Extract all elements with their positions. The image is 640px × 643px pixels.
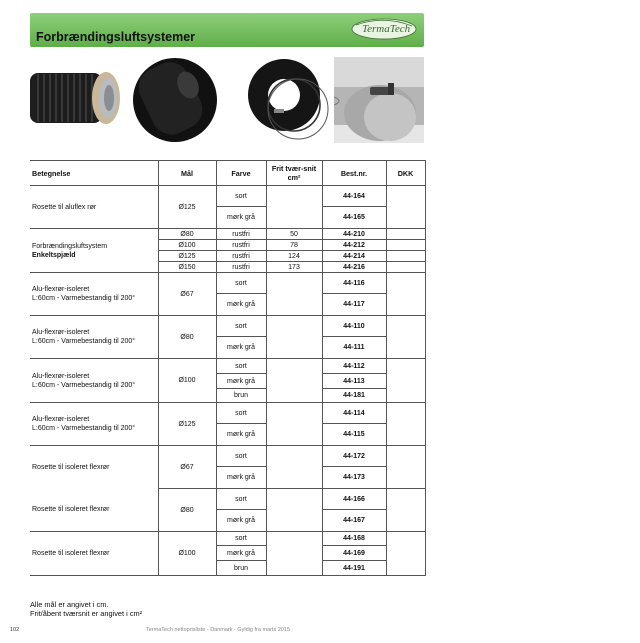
color-cell: sort: [216, 489, 266, 510]
footnote: [30, 600, 142, 618]
color-cell: rustfri: [216, 251, 266, 262]
area-cell: [266, 359, 322, 403]
rosette-black-image: [130, 57, 220, 143]
product-name: Alu-flexrør-isoleret: [32, 372, 90, 380]
rosette-ring-clamp-image: [244, 57, 330, 143]
size-cell: Ø80: [158, 229, 216, 240]
order-number: 44-166: [322, 489, 386, 510]
order-number: 44-164: [322, 186, 386, 207]
order-number: 44-173: [322, 467, 386, 489]
area-cell: [266, 532, 322, 576]
order-number: 44-111: [322, 337, 386, 359]
color-cell: brun: [216, 389, 266, 403]
order-number: 44-168: [322, 532, 386, 546]
price-cell: [386, 403, 425, 446]
order-number: 44-172: [322, 446, 386, 467]
color-cell: rustfri: [216, 262, 266, 273]
color-cell: sort: [216, 316, 266, 337]
order-number: 44-110: [322, 316, 386, 337]
header-price: DKK: [386, 161, 425, 186]
table-row: [30, 403, 425, 424]
area-cell: [266, 316, 322, 359]
table-row: [30, 532, 425, 546]
area-cell: [266, 489, 322, 532]
order-number: 44-165: [322, 207, 386, 229]
section-header: [30, 13, 424, 47]
color-cell: rustfri: [216, 229, 266, 240]
color-cell: sort: [216, 359, 266, 374]
order-number: 44-117: [322, 294, 386, 316]
page-footer: TermaTech nettoprisliste - Danmark - Gyldig fra marts 2015: [146, 627, 290, 633]
order-number: 44-116: [322, 273, 386, 294]
price-cell: [386, 316, 425, 359]
size-cell: Ø150: [158, 262, 216, 273]
product-subname: Enkeltspjæld: [32, 251, 76, 259]
size-cell: Ø125: [158, 186, 216, 229]
termatech-logo: TermaTech: [350, 17, 418, 41]
table-row: [30, 446, 425, 467]
table-row: [30, 186, 425, 207]
table-row: [30, 229, 425, 240]
area-cell: [266, 186, 322, 229]
table-row: [30, 273, 425, 294]
area-cell: 78: [266, 240, 322, 251]
size-cell: Ø80: [158, 316, 216, 359]
area-cell: 173: [266, 262, 322, 273]
product-spec: L:60cm - Varmebestandig til 200°: [32, 338, 136, 345]
color-cell: rustfri: [216, 240, 266, 251]
order-number: 44-167: [322, 510, 386, 532]
order-number: 44-181: [322, 389, 386, 403]
price-cell: [386, 186, 425, 229]
header-color: Farve: [216, 161, 266, 186]
section-title: Forbrændingsluftsystemer: [36, 30, 196, 44]
header-size: Mål: [158, 161, 216, 186]
product-name: Alu-flexrør-isoleret: [32, 416, 90, 423]
order-number: 44-113: [322, 374, 386, 389]
order-number: 44-115: [322, 424, 386, 446]
product-photos: [0, 57, 640, 147]
product-spec: L:60cm - Varmebestandig til 200°: [32, 425, 136, 432]
product-spec: L:60cm - Varmebestandig til 200°: [32, 381, 136, 389]
price-cell: [386, 446, 425, 489]
price-cell: [386, 240, 425, 251]
table-header: [30, 161, 425, 186]
area-cell: 124: [266, 251, 322, 262]
color-cell: mørk grå: [216, 424, 266, 446]
color-cell: sort: [216, 186, 266, 207]
table-row: [30, 316, 425, 337]
price-cell: [386, 251, 425, 262]
product-name: Rosette til isoleret flexrør: [32, 463, 110, 471]
order-number: 44-214: [322, 251, 386, 262]
size-cell: Ø125: [158, 403, 216, 446]
page-number: 102: [10, 627, 20, 633]
price-cell: [386, 489, 425, 532]
price-cell: [386, 229, 425, 240]
color-cell: mørk grå: [216, 510, 266, 532]
order-number: 44-112: [322, 359, 386, 374]
color-cell: mørk grå: [216, 207, 266, 229]
size-cell: Ø80: [158, 489, 216, 532]
footnote-line: Alle mål er angivet i cm.: [30, 600, 109, 609]
order-number: 44-212: [322, 240, 386, 251]
order-number: 44-191: [322, 561, 386, 576]
header-nr: Best.nr.: [322, 161, 386, 186]
area-cell: [266, 273, 322, 316]
price-cell: [386, 273, 425, 316]
order-number: 44-216: [322, 262, 386, 273]
area-cell: [266, 403, 322, 446]
size-cell: Ø67: [158, 273, 216, 316]
aluflex-hose-image: [30, 57, 122, 143]
header-area: Frit tvær-snit cm²: [266, 161, 322, 186]
product-name: Rosette til isoleret flexrør: [32, 550, 110, 557]
size-cell: Ø100: [158, 532, 216, 576]
size-cell: Ø100: [158, 359, 216, 403]
color-cell: brun: [216, 561, 266, 576]
price-cell: [386, 532, 425, 576]
size-cell: Ø100: [158, 240, 216, 251]
color-cell: mørk grå: [216, 337, 266, 359]
order-number: 44-114: [322, 403, 386, 424]
product-spec: L:60cm - Varmebestandig til 200°: [32, 295, 136, 302]
table-row: [30, 359, 425, 374]
area-cell: 50: [266, 229, 322, 240]
table-row: [30, 489, 425, 510]
size-cell: Ø67: [158, 446, 216, 489]
color-cell: sort: [216, 446, 266, 467]
color-cell: mørk grå: [216, 546, 266, 561]
product-name: Rosette til aluflex rør: [32, 203, 97, 211]
area-cell: [266, 446, 322, 489]
order-number: 44-169: [322, 546, 386, 561]
product-name: Alu-flexrør-isoleret: [32, 286, 90, 293]
color-cell: mørk grå: [216, 467, 266, 489]
order-number: 44-210: [322, 229, 386, 240]
product-name: Rosette til isoleret flexrør: [32, 506, 110, 514]
footnote-line: Frit/åbent tværsnit er angivet i cm²: [30, 609, 143, 618]
color-cell: sort: [216, 273, 266, 294]
color-cell: mørk grå: [216, 374, 266, 389]
color-cell: sort: [216, 403, 266, 424]
product-name: Alu-flexrør-isoleret: [32, 329, 90, 336]
color-cell: mørk grå: [216, 294, 266, 316]
header-name: Betegnelse: [30, 161, 158, 186]
price-cell: [386, 262, 425, 273]
price-cell: [386, 359, 425, 403]
product-name: Forbrændingsluftsystem: [32, 242, 108, 250]
size-cell: Ø125: [158, 251, 216, 262]
product-table: [30, 160, 426, 576]
color-cell: sort: [216, 532, 266, 546]
damper-pipe-image: [334, 57, 424, 143]
